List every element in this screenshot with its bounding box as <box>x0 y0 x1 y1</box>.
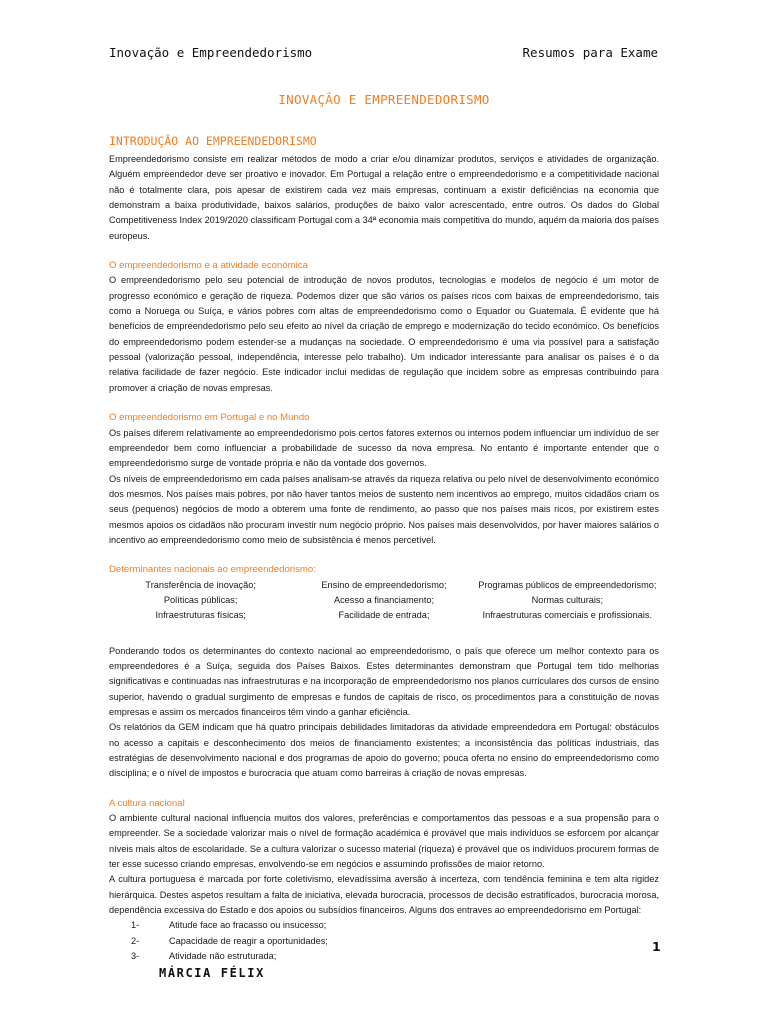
section-heading-cultura: A cultura nacional <box>109 797 185 809</box>
section-heading-intro: INTRODUÇÃO AO EMPREENDEDORISMO <box>109 134 317 148</box>
determinante-item: Normas culturais; <box>531 594 604 605</box>
determinantes-list <box>109 578 659 624</box>
list-item-text: Atitude face ao fracasso ou insucesso; <box>169 920 327 931</box>
list-item-text: Capacidade de reagir a oportunidades; <box>169 935 328 946</box>
determinante-item: Políticas públicas; <box>163 594 238 605</box>
page-number: 1 <box>652 939 661 954</box>
header-left-title: Inovação e Empreendedorismo <box>109 45 313 60</box>
author-name: MÁRCIA FÉLIX <box>159 966 265 980</box>
list-item-number: 1- <box>131 920 140 931</box>
list-item-number: 3- <box>131 951 140 962</box>
determinante-item: Transferência de inovação; <box>145 579 256 590</box>
document-body <box>109 133 659 965</box>
determinante-item: Facilidade de entrada; <box>338 610 430 621</box>
paragraph-cultura-2: A cultura portuguesa é marcada por forte coletivismo, elevadíssima aversão à incerteza, com tendência feminina e tem alta rigidez hierárquica. Destes aspetos resultam a falta de iniciativa, elevada burocracia, processos de decisão estratificados, burocracia morosa, dependência excessiva do Estado e dos apoios ou subsídios financeiros. Alguns dos entraves ao empreendedorismo em Portugal: <box>109 874 659 916</box>
determinante-item: Infraestruturas físicas; <box>155 610 246 621</box>
section-heading-determinantes: Determinantes nacionais ao empreendedorismo: <box>109 564 316 576</box>
paragraph-portugal-2: Os níveis de empreendedorismo em cada países analisam-se através da riqueza relativa ou pelo nível de desenvolvimento económico dos mesmos. Nos países mais pobres, por não haver tantos meios de sustento nem incentivos ao emprego, muitos cidadãos criam os seus (pequenos) negócios de modo a obterem uma fonte de rendimento, ao passo que nos países mais ricos, por existirem estes mesmos apoios os cidadãos não procuram investir num negócio próprio. Nos países mais desenvolvidos, por haver maiores salários o incentivo ao empreendedorismo como meio de subsistência é menos percetível. <box>109 473 659 545</box>
header-right-title: Resumos para Exame <box>522 45 658 60</box>
paragraph-determinantes-2: Os relatórios da GEM indicam que há quatro principais debilidades limitadoras da atividade empreendedora em Portugal: obstáculos no acesso a capitais e desconhecimento dos meios de financiamento existentes; a inconsistência das políticas industriais, das estratégias de desenvolvimento nacional e dos programas de apoio do governo; pouca oferta no ensino do empreendedorismo como disciplina; e o nível de impostos e burocracia que atuam como barreiras à criação de novas empresas. <box>109 722 659 779</box>
determinante-item: Acesso a financiamento; <box>333 594 435 605</box>
paragraph-determinantes-1: Ponderando todos os determinantes do contexto nacional ao empreendedorismo, o país que oferece um melhor contexto para os empreendedores é a Suíça, seguida dos Países Baixos. Estes determinantes demonstram que Portugal tem tido melhorias significativas e continuadas nas infraestruturas e na incorporação de empreendedorismo nos planos curriculares dos cursos de ensino superior, havendo o gradual surgimento de empresas e fundos de capitais de risco, os procedimentos para a constituição de novas empresas e assim os mercados financeiros têm vindo a ganhar eficiência. <box>109 645 659 717</box>
document-title: INOVAÇÃO E EMPREENDEDORISMO <box>278 92 490 107</box>
paragraph-intro: Empreendedorismo consiste em realizar métodos de modo a criar e/ou dinamizar produtos, serviços e atividades de organização. Alguém empreendedor deve ser proativo e inovador. Em Portugal a relação entre o empreendedorismo e a competitividade nacional não é totalmente clara, pois apesar de existirem cada vez mais empresas, continuam a existir deficiências na economia que demonstram a baixa produtividade, baixos salários, produções de baixo valor acrescentado, entre outros. Os dados do Global Competitiveness Index 2019/2020 classificam Portugal com a 34ª economia mais competitiva do mundo, aquém da maioria dos países europeus. <box>109 154 659 241</box>
paragraph-portugal-1: Os países diferem relativamente ao empreendedorismo pois certos fatores externos ou internos podem influenciar um indivíduo de ser empreendedor bem como influenciar a probabilidade de sucesso da nova empresa. No entanto é importante entender que o empreendedorismo surge de vontade própria e não da vontade dos governos. <box>109 427 659 469</box>
paragraph-atividade: O empreendedorismo pelo seu potencial de introdução de novos produtos, tecnologias e modelos de negócio é um motor de progresso económico e geração de riqueza. Podemos dizer que são vários os países ricos com baixas de empreendedorismo, tais como a Noruega ou Suíça, e vários pobres com altas de empreendedorismo como o Equador ou Guatemala. É evidente que há benefícios de empreendedorismo pelo seu efeito ao nível da criação de emprego e modernização do tecido económico. Os benefícios do empreendedorismo podem estender-se a mudanças na sociedade. O empreendedorismo é uma via possível para a satisfação pessoal (valorização pessoal, independência, interesse pelo trabalho). Um indicador interessante para analisar os países é o da relativa facilidade de fazer negócio. Este indicador inclui medidas de regulação que incidem sobre as empresas contribuindo para promover a criação de novas empresas. <box>109 275 659 393</box>
list-item-text: Atividade não estruturada; <box>169 951 277 962</box>
paragraph-cultura-1: O ambiente cultural nacional influencia muitos dos valores, preferências e comportamentos das pessoas e a sua propensão para o empreender. Se a sociedade valorizar mais o nível de formação académica é provável que mais indivíduos se esforcem por alcançar níveis mais altos de escolaridade. Se a cultura valorizar o sucesso material (riqueza) é provável que os indivíduos procurem formas de ter esse sucesso criando empresas, envolvendo-se em negócios e assumindo profissões de maior retorno. <box>109 813 659 870</box>
list-item-number: 2- <box>131 935 140 946</box>
section-heading-portugal: O empreendedorismo em Portugal e no Mundo <box>109 412 310 424</box>
determinante-item: Infraestruturas comerciais e profissionais. <box>482 610 653 621</box>
entraves-list <box>109 918 659 964</box>
list-item <box>109 918 659 933</box>
list-item <box>109 949 659 964</box>
section-heading-atividade: O empreendedorismo e a atividade económica <box>109 260 308 272</box>
list-item <box>109 934 659 949</box>
determinante-item: Programas públicos de empreendedorismo; <box>478 579 657 590</box>
determinante-item: Ensino de empreendedorismo; <box>321 579 447 590</box>
